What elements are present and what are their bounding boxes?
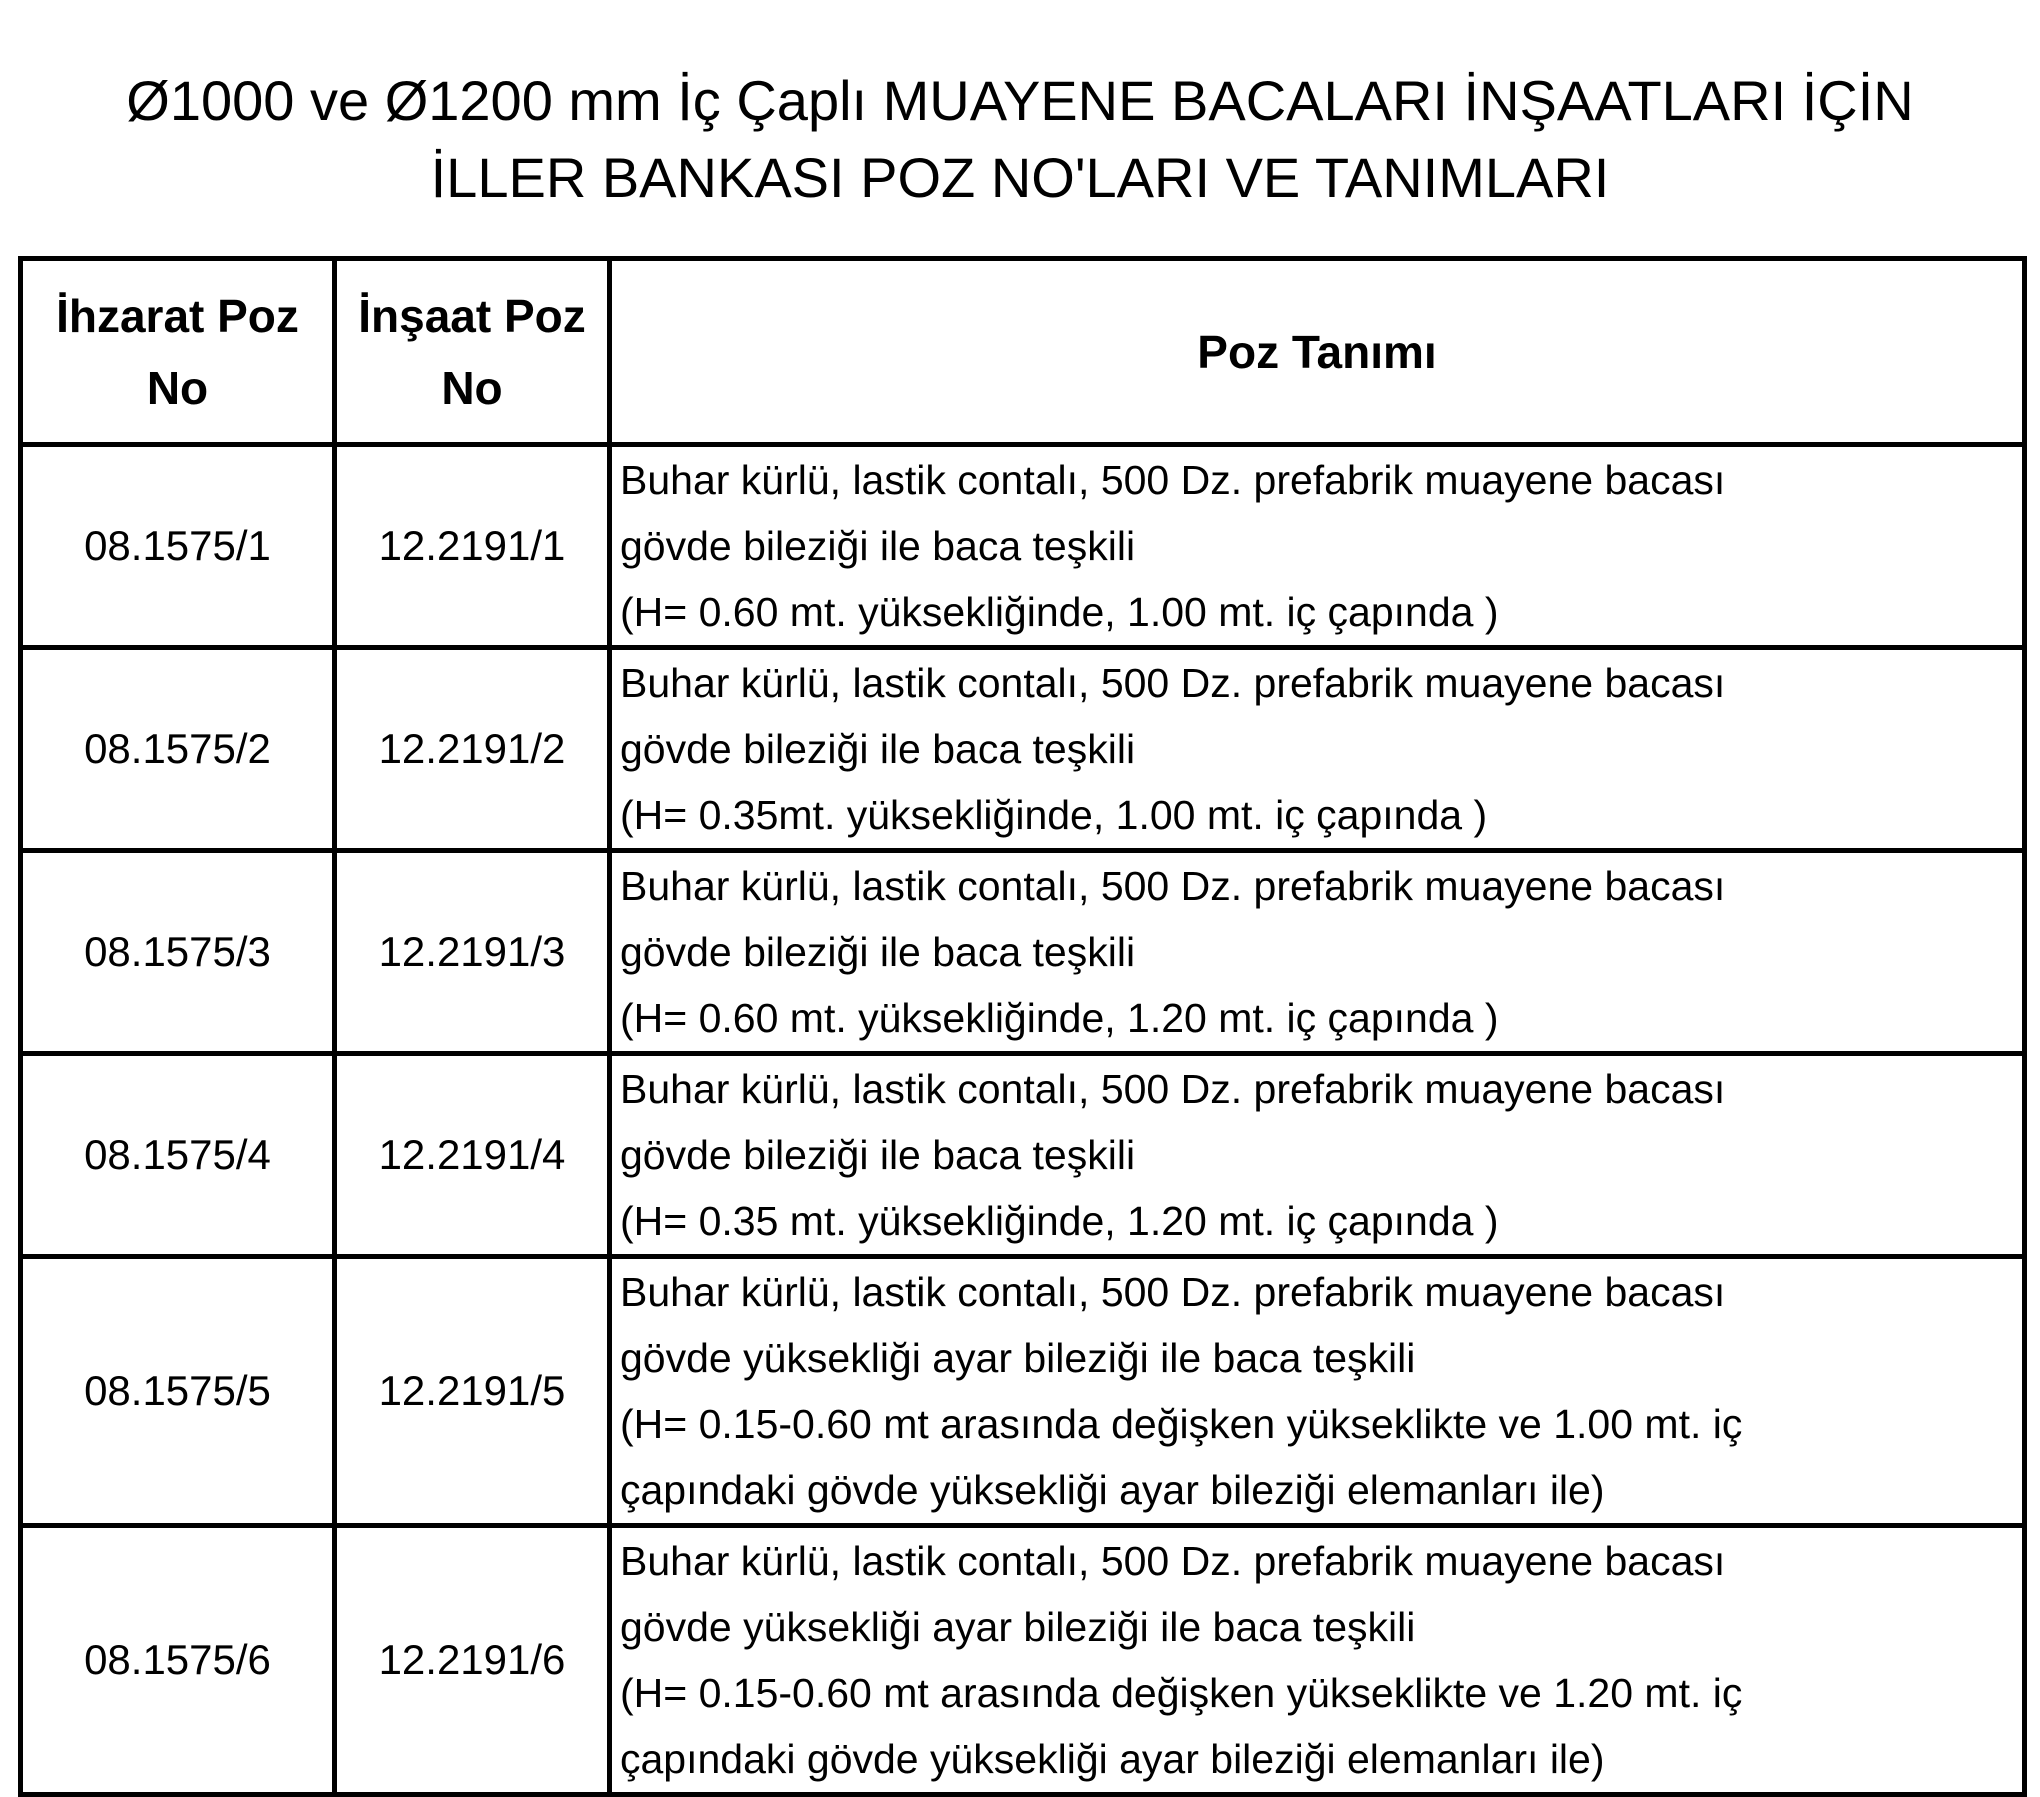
ihzarat-poz-cell: 08.1575/1 [21, 445, 335, 648]
header-insaat-line-2: No [441, 361, 503, 414]
poz-tanimi-cell [610, 1257, 2025, 1526]
insaat-poz-cell: 12.2191/3 [335, 851, 610, 1054]
poz-tanimi-cell [610, 648, 2025, 851]
table-row [21, 1054, 2025, 1257]
poz-tanimi-cell [610, 1054, 2025, 1257]
table-row [21, 1526, 2025, 1795]
page-title [0, 62, 2040, 216]
header-insaat-line-1: İnşaat Poz [358, 289, 586, 342]
desc-line: gövde bileziği ile baca teşkili [620, 929, 1136, 975]
header-ihzarat-poz-no [21, 259, 335, 445]
poz-tanimi-cell [610, 445, 2025, 648]
table-row [21, 1257, 2025, 1526]
desc-line: çapındaki gövde yüksekliği ayar bileziği elemanları ile) [620, 1736, 1605, 1782]
desc-line: (H= 0.35mt. yüksekliğinde, 1.00 mt. iç çapında ) [620, 792, 1488, 838]
desc-line: gövde bileziği ile baca teşkili [620, 523, 1136, 569]
desc-line: gövde yüksekliği ayar bileziği ile baca teşkili [620, 1335, 1416, 1381]
poz-tanimi-cell [610, 851, 2025, 1054]
desc-line: (H= 0.60 mt. yüksekliğinde, 1.00 mt. iç çapında ) [620, 589, 1499, 635]
desc-line: Buhar kürlü, lastik contalı, 500 Dz. prefabrik muayene bacası [620, 1066, 1726, 1112]
desc-line: Buhar kürlü, lastik contalı, 500 Dz. prefabrik muayene bacası [620, 457, 1726, 503]
ihzarat-poz-cell: 08.1575/3 [21, 851, 335, 1054]
insaat-poz-cell: 12.2191/4 [335, 1054, 610, 1257]
ihzarat-poz-cell: 08.1575/4 [21, 1054, 335, 1257]
header-insaat-poz-no [335, 259, 610, 445]
title-line-1: Ø1000 ve Ø1200 mm İç Çaplı MUAYENE BACALARI İNŞAATLARI İÇİN [126, 69, 1914, 132]
desc-line: gövde bileziği ile baca teşkili [620, 1132, 1136, 1178]
title-line-2: İLLER BANKASI POZ NO'LARI VE TANIMLARI [430, 146, 1610, 209]
desc-line: Buhar kürlü, lastik contalı, 500 Dz. prefabrik muayene bacası [620, 660, 1726, 706]
desc-line: Buhar kürlü, lastik contalı, 500 Dz. prefabrik muayene bacası [620, 1269, 1726, 1315]
ihzarat-poz-cell: 08.1575/5 [21, 1257, 335, 1526]
ihzarat-poz-cell: 08.1575/2 [21, 648, 335, 851]
table-header-row [21, 259, 2025, 445]
header-ihzarat-line-2: No [146, 361, 209, 414]
desc-line: çapındaki gövde yüksekliği ayar bileziği elemanları ile) [620, 1467, 1605, 1513]
desc-line: (H= 0.15-0.60 mt arasında değişken yükseklikte ve 1.20 mt. iç [620, 1670, 1743, 1716]
poz-table [18, 256, 2027, 1797]
insaat-poz-cell: 12.2191/6 [335, 1526, 610, 1795]
desc-line: gövde bileziği ile baca teşkili [620, 726, 1136, 772]
header-poz-tanimi: Poz Tanımı [610, 259, 2025, 445]
desc-line: Buhar kürlü, lastik contalı, 500 Dz. prefabrik muayene bacası [620, 863, 1726, 909]
poz-tanimi-cell [610, 1526, 2025, 1795]
table-row [21, 851, 2025, 1054]
desc-line: (H= 0.15-0.60 mt arasında değişken yükseklikte ve 1.00 mt. iç [620, 1401, 1743, 1447]
desc-line: gövde yüksekliği ayar bileziği ile baca teşkili [620, 1604, 1416, 1650]
insaat-poz-cell: 12.2191/2 [335, 648, 610, 851]
header-ihzarat-line-1: İhzarat Poz [56, 289, 299, 342]
ihzarat-poz-cell: 08.1575/6 [21, 1526, 335, 1795]
insaat-poz-cell: 12.2191/1 [335, 445, 610, 648]
table-row [21, 445, 2025, 648]
insaat-poz-cell: 12.2191/5 [335, 1257, 610, 1526]
desc-line: (H= 0.35 mt. yüksekliğinde, 1.20 mt. iç çapında ) [620, 1198, 1499, 1244]
table-row [21, 648, 2025, 851]
desc-line: Buhar kürlü, lastik contalı, 500 Dz. prefabrik muayene bacası [620, 1538, 1726, 1584]
desc-line: (H= 0.60 mt. yüksekliğinde, 1.20 mt. iç çapında ) [620, 995, 1499, 1041]
